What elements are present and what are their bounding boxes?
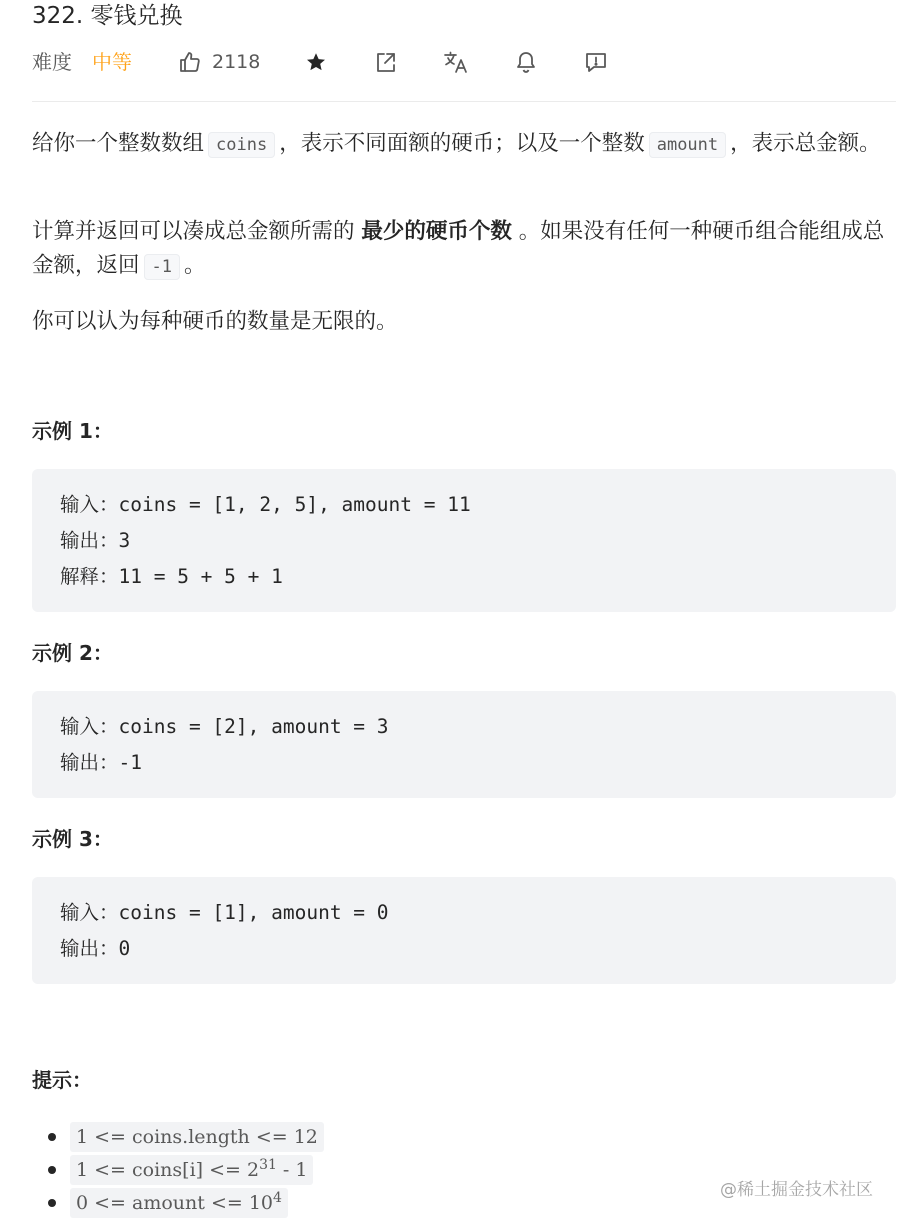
translate-icon xyxy=(443,50,469,74)
thumbs-up-icon xyxy=(178,50,202,74)
feedback-button[interactable] xyxy=(582,46,610,78)
problem-title: 322. 零钱兑换 xyxy=(32,3,183,29)
watermark: @稀土掘金技术社区 xyxy=(720,1180,873,1200)
description-paragraph-1: 给你一个整数数组 coins ，表示不同面额的硬币；以及一个整数 amount ，表示总金额。 xyxy=(32,131,881,156)
header-divider xyxy=(32,101,896,102)
constraints-heading: 提示： xyxy=(32,1068,92,1092)
list-item xyxy=(48,1188,648,1221)
constraints-list xyxy=(48,1122,648,1221)
inline-code-amount: amount xyxy=(649,132,726,158)
inline-code-coins: coins xyxy=(208,132,275,158)
favorite-button[interactable] xyxy=(302,46,330,78)
example-1-heading: 示例 1： xyxy=(32,419,113,443)
emphasis-min-coins: 最少的硬币个数 xyxy=(361,219,512,244)
example-3-input: 输入：coins = [1], amount = 0 xyxy=(60,901,389,924)
like-count: 2118 xyxy=(212,51,261,73)
bullet-dot xyxy=(48,1166,56,1174)
description-paragraph-3: 你可以认为每种硬币的数量是无限的。 xyxy=(32,309,398,334)
example-3-heading: 示例 3： xyxy=(32,827,113,851)
feedback-icon xyxy=(584,50,608,74)
example-2-input: 输入：coins = [2], amount = 3 xyxy=(60,715,389,738)
share-icon xyxy=(374,50,398,74)
bullet-dot xyxy=(48,1133,56,1141)
example-3-output: 输出：0 xyxy=(60,937,131,960)
share-button[interactable] xyxy=(372,46,400,78)
example-1-code-block xyxy=(32,469,896,612)
constraint-coins-length: 1 <= coins.length <= 12 xyxy=(70,1122,324,1152)
constraint-coin-value: 1 <= coins[i] <= $2^{31} - 1$ xyxy=(70,1155,313,1185)
difficulty-label: 难度 xyxy=(32,50,72,74)
example-2-output: 输出：-1 xyxy=(60,751,142,774)
star-icon xyxy=(305,51,327,73)
list-item xyxy=(48,1155,648,1188)
example-2-heading: 示例 2： xyxy=(32,641,113,665)
example-3-code-block xyxy=(32,877,896,984)
example-1-input: 输入：coins = [1, 2, 5], amount = 11 xyxy=(60,493,471,516)
example-1-explanation: 解释：11 = 5 + 5 + 1 xyxy=(60,565,283,588)
bullet-dot xyxy=(48,1199,56,1207)
translate-button[interactable] xyxy=(442,46,470,78)
bell-icon xyxy=(515,50,537,74)
problem-meta-bar xyxy=(32,46,896,78)
difficulty-value: 中等 xyxy=(92,50,132,74)
example-1-output: 输出：3 xyxy=(60,529,131,552)
inline-code-minus-one: -1 xyxy=(144,254,180,280)
description-paragraph-2: 计算并返回可以凑成总金额所需的 最少的硬币个数 。如果没有任何一种硬币组合能组成总金额，返回 -1 。 xyxy=(32,219,885,278)
constraint-amount: 0 <= amount <= $10^4$ xyxy=(70,1188,288,1218)
like-button[interactable] xyxy=(176,46,204,78)
example-2-code-block xyxy=(32,691,896,798)
subscribe-button[interactable] xyxy=(512,46,540,78)
list-item xyxy=(48,1122,648,1155)
